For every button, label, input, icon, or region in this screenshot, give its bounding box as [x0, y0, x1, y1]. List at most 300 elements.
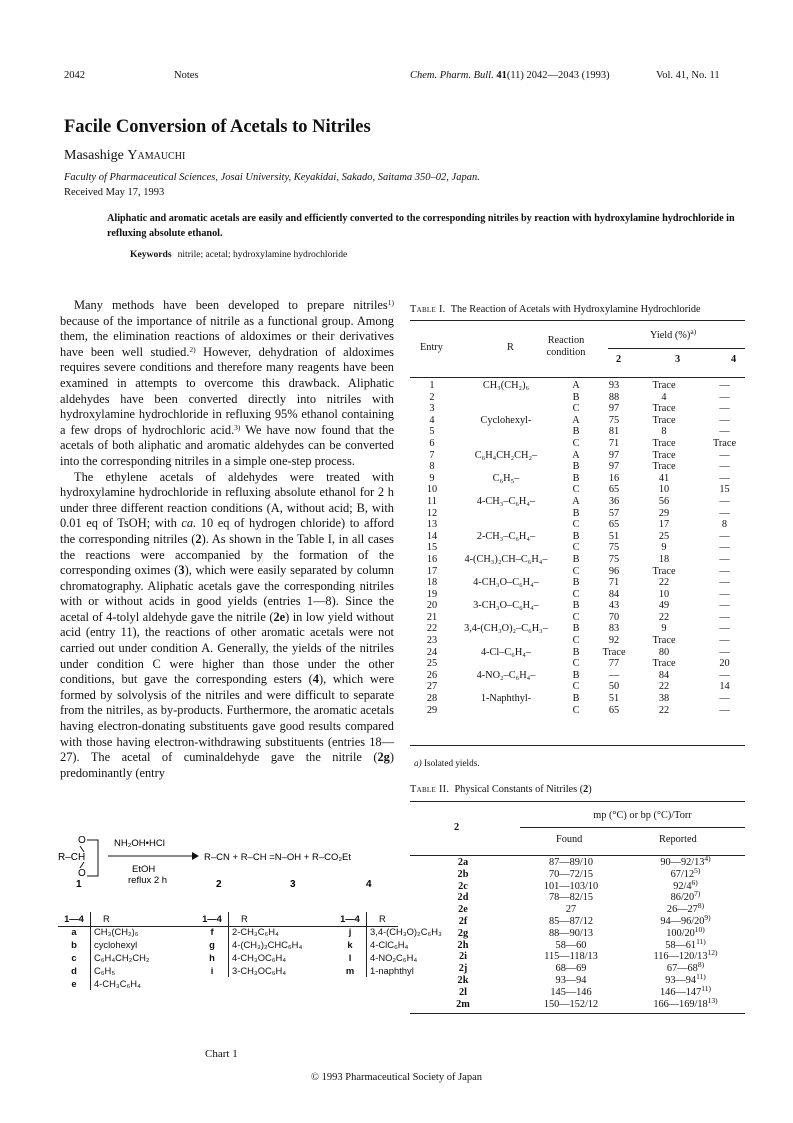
table1-cell: 7 [429, 449, 435, 461]
table2-ref: 11) [696, 936, 706, 946]
table1-cell: 4 [429, 414, 435, 426]
table1-col-condition: Reaction condition [546, 335, 586, 358]
substituent-key: b [71, 939, 77, 950]
substituent-value: 4-ClC₆H₄ [367, 938, 473, 951]
table1-cell [454, 566, 558, 578]
table1-cell: Trace [602, 646, 626, 658]
table1-cell: A [572, 414, 580, 426]
reaction-scheme [58, 832, 398, 902]
table1-cell: 96 [608, 565, 620, 577]
received-date: Received May 17, 1993 [64, 187, 165, 198]
compound-4: 4 [366, 879, 372, 890]
table1-cell: B [572, 530, 580, 542]
table1-cell: C₆H₄CH₂CH₂– [474, 449, 538, 461]
table1-cell: C [572, 542, 580, 554]
table1-footnote: a) Isolated yields. [414, 758, 480, 768]
table2-found: 78—82/15 [548, 892, 594, 904]
table1-row [410, 380, 745, 392]
table1-cell: 22 [658, 611, 670, 623]
acetal-r: R–CH [58, 852, 86, 863]
substituent-key: m [345, 965, 355, 976]
substituent-value: 2-CH₃C₆H₄ [229, 925, 335, 938]
table1-cell: Trace [652, 449, 676, 461]
table1-cell: 9 [429, 472, 435, 484]
table2-mp-rule [520, 827, 745, 828]
table1-cell: 16 [608, 472, 620, 484]
table1-cell: 5 [429, 426, 435, 438]
table1-cell: B [572, 553, 580, 565]
table1-cell [454, 635, 558, 647]
table1-cell: 10 [426, 484, 438, 496]
acetal-ring-bond [87, 840, 98, 876]
table1-cell: 65 [608, 484, 620, 496]
table1-cell: B [572, 577, 580, 589]
table1-cell: 4-(CH₃)₂CH–C₆H₄– [464, 553, 548, 565]
table1-cell: — [719, 565, 730, 577]
substituent-row [58, 977, 472, 990]
table2-col-mp: mp (°C) or bp (°C)/Torr [593, 810, 692, 821]
table1-row [410, 623, 745, 635]
table1-row [410, 484, 745, 496]
table1-cell: — [719, 623, 730, 635]
table1-cell: 51 [608, 530, 620, 542]
table1-cell: — [719, 704, 730, 716]
table1-cell: — [608, 669, 620, 681]
substituent-row [58, 938, 472, 951]
table1-cell [454, 612, 558, 624]
table1-cell: B [572, 507, 580, 519]
table1-row [410, 426, 745, 438]
table1-cell: 3-CH₃O–C₆H₄– [473, 600, 539, 612]
abstract: Aliphatic and aromatic acetals are easily and efficiently converted to the corresponding nitriles by reaction with hydroxylamine hydrochloride in refluxing absolute ethanol. [107, 213, 735, 239]
table2-found: 70—72/15 [548, 868, 594, 880]
table1-cell: 4 [661, 391, 667, 403]
table2-compound: 2l [458, 986, 467, 998]
table1-cell: — [719, 495, 730, 507]
table1-cell: C [572, 658, 580, 670]
substituent-key: f [210, 926, 214, 937]
table1-cell: 4-NO₂–C₆H₄– [476, 669, 536, 681]
table1-cell: 88 [608, 391, 620, 403]
table2-ref: 11) [696, 971, 706, 981]
keywords-label: Keywords [130, 249, 172, 260]
table1-cell: — [719, 391, 730, 403]
table2-label: Table II. [410, 784, 450, 795]
table2-reported: 166—169/18$^{13)}$ [653, 995, 718, 1010]
table1-row [410, 508, 745, 520]
table2-ref: 10) [694, 924, 705, 934]
table1-cell: B [572, 600, 580, 612]
table1-row [410, 496, 745, 508]
substituent-key: g [209, 939, 215, 950]
table2-ref: 11) [701, 983, 711, 993]
table1-cell: — [719, 507, 730, 519]
table1-cell: 8 [661, 426, 667, 438]
table2-reported: 26—27$^{8)}$ [666, 901, 705, 916]
table1-cell: — [719, 449, 730, 461]
substituent-row [58, 951, 472, 964]
table1-cell: 25 [426, 658, 438, 670]
table1-cell: — [719, 403, 730, 415]
table1-cell: Trace [652, 403, 676, 415]
table1-cell: 29 [658, 507, 670, 519]
table1-cell: 3 [429, 403, 435, 415]
table1-cell: C [572, 681, 580, 693]
table1-cell [454, 403, 558, 415]
table1-cell: 24 [426, 646, 438, 658]
table1-yield-rule [608, 348, 745, 349]
table1-cell: — [719, 588, 730, 600]
table1-cell: 19 [426, 588, 438, 600]
table2-reported: 94—96/20$^{9)}$ [660, 912, 711, 927]
table1-cell: B [572, 426, 580, 438]
table1-cell: 50 [608, 681, 620, 693]
substituent-value: 1-naphthyl [367, 964, 473, 977]
table1-cell: 92 [608, 635, 620, 647]
table2-ref: 6) [691, 877, 698, 887]
table1-cell: — [719, 646, 730, 658]
table2-reported: 86/20$^{7)}$ [670, 889, 701, 904]
table1-cell [454, 542, 558, 554]
table1-cell [454, 461, 558, 473]
table2-reported: 67/12$^{5)}$ [670, 865, 701, 880]
table2-compound: 2j [458, 963, 468, 975]
table1-cell: 75 [608, 553, 620, 565]
table1-cell: — [719, 542, 730, 554]
keywords-list: nitrile; acetal; hydroxylamine hydrochloride [177, 249, 348, 260]
table1-col-yield: Yield (%)$^{a)}$ [650, 327, 697, 341]
table1-cell: 36 [608, 495, 620, 507]
table1-cell: 16 [426, 553, 438, 565]
compound-1: 1 [76, 879, 82, 890]
products-label: R–CN + R–CH =N–OH + R–CO₂Et [204, 852, 352, 863]
paragraph-2: The ethylene acetals of aldehydes were treated with hydroxylamine hydrochloride in refluxing absolute ethanol for 2 h under three different reaction conditions (A, without acid; B, with 0.01 eq of TsOH; with ca. 10 eq of hydrogen chloride) to afford the corresponding nitriles (2). As shown in the Table I, in all cases the reactions were accompanied by the formation of the corresponding oximes (3), which were easily separated by column chromatography. Aliphatic acetals gave the corresponding nitriles with or without acids in good yields (entries 1—8). Since the acetal of 4-tolyl aldehyde gave the nitrile (2e) in low yield without acid (entry 11), the reactions of other aromatic acetals were not carried out under condition A. Generally, the yields of the nitriles under condition C were higher than those under the other conditions, but gave the corresponding esters (4), which were formed by solvolysis of the nitriles and were difficult to separate from the nitriles, as by-products. Furthermore, the aromatic acetals having electron-donating substituents gave good results compared with those having electron-withdrawing substituents (entries 18—27). The acetal of cuminaldehyde gave the nitrile (2g) predominantly (entry [60, 469, 395, 780]
table1-cell: Trace [652, 414, 676, 426]
table2-ref: 8) [697, 960, 705, 970]
table1-cell: 65 [608, 519, 620, 531]
table2-compound: 2e [458, 904, 468, 916]
table2-compound: 2i [458, 951, 467, 963]
table1-cell: 80 [658, 646, 670, 658]
author-last: Yamauchi [127, 148, 186, 163]
table1-row [410, 577, 745, 589]
table1-cell: — [719, 426, 730, 438]
substituent-value: 4-CH₃C₆H₄ [91, 977, 197, 990]
table2-col-found: Found [556, 834, 583, 845]
substituent-value: 4-(CH₃)₂CHC₆H₄ [229, 938, 335, 951]
table2-compound: 2f [458, 915, 468, 927]
table1 [410, 380, 745, 716]
table2-ref: 4) [704, 854, 711, 863]
table2-compound: 2d [457, 892, 469, 904]
compound-3: 3 [290, 879, 296, 890]
substituent-value: 4-NO₂C₆H₄ [367, 951, 473, 964]
table2-row [410, 892, 745, 904]
table2-found: 27 [565, 904, 577, 916]
table1-cell: 28 [426, 693, 438, 705]
table1-cell: 75 [608, 414, 620, 426]
table1-cell: B [572, 472, 580, 484]
table1-row [410, 658, 745, 670]
table2-reported: 92/4$^{6)}$ [673, 877, 698, 892]
table2-compound: 2g [457, 927, 469, 939]
table1-row [410, 705, 745, 717]
table1-cell: 77 [608, 658, 620, 670]
table1-row [410, 635, 745, 647]
table1-cell: 10 [658, 484, 670, 496]
journal-name: Chem. Pharm. Bull. [410, 70, 494, 81]
table1-cell: 84 [608, 588, 620, 600]
table2-found: 145—146 [550, 986, 592, 998]
table1-cell: — [719, 380, 730, 391]
table1-cell: B [572, 646, 580, 658]
table1-cell: 71 [608, 577, 620, 589]
condition-label: reflux 2 h [128, 875, 168, 886]
journal-issue: (11) 2042—2043 (1993) [506, 70, 610, 81]
table1-cell: 22 [658, 577, 670, 589]
table1-cell: Trace [652, 635, 676, 647]
table1-cell: — [719, 693, 730, 705]
table2-found: 150—152/12 [543, 998, 599, 1010]
substituent-value: cyclohexyl [91, 938, 197, 951]
table1-cell: — [719, 669, 730, 681]
table1-bottom-rule [410, 745, 745, 746]
volume-info: Vol. 41, No. 11 [656, 70, 720, 81]
table1-cell: Trace [652, 658, 676, 670]
table1-cell: 1-Naphthyl- [480, 693, 532, 705]
table1-cell: 11 [427, 495, 437, 507]
table1-cell [454, 681, 558, 693]
table1-row [410, 693, 745, 705]
table1-cell: 6 [429, 437, 435, 449]
table1-caption [410, 304, 701, 315]
table1-cell: 26 [426, 669, 438, 681]
table1-cell [454, 392, 558, 404]
substituent-key: k [347, 939, 353, 950]
table1-cell: 41 [658, 472, 670, 484]
table2-found: 101—103/10 [543, 880, 599, 892]
table2-reported: 100/20$^{10)}$ [666, 924, 705, 939]
table1-cell: 75 [608, 542, 620, 554]
section-label: Notes [174, 70, 199, 81]
table1-cell: 97 [608, 449, 620, 461]
table1-cell: 15 [426, 542, 438, 554]
substituent-key: j [348, 926, 352, 937]
table1-cell: 65 [608, 704, 620, 716]
author-first: Masashige [64, 148, 128, 163]
table1-cell: 57 [608, 507, 620, 519]
arrow-head-icon [192, 852, 199, 860]
page-number: 2042 [64, 70, 85, 81]
table1-row [410, 670, 745, 682]
table1-cell: C [572, 635, 580, 647]
table1-cell: 9 [661, 542, 667, 554]
table1-cell: C [572, 519, 580, 531]
table1-cell: 3,4-(CH₃O)₂–C₆H₃– [464, 623, 548, 635]
body-text [60, 298, 394, 781]
table2-ref: 8) [697, 901, 705, 911]
substituent-key: l [348, 952, 352, 963]
table1-cell: 17 [658, 519, 670, 531]
table2-found: 93—94 [555, 974, 587, 986]
table1-cell: 20 [719, 658, 730, 670]
table1-cell: B [572, 391, 580, 403]
affiliation: Faculty of Pharmaceutical Sciences, Josai University, Keyakidai, Sakado, Saitama 350–02, Japan. [64, 172, 480, 183]
table1-cell: — [719, 414, 730, 426]
table1-cell: 18 [426, 577, 438, 589]
table1-cell: — [719, 461, 730, 473]
reagent-label: NH₂OH•HCl [114, 838, 165, 849]
substituent-value: 3-CH₃OC₆H₄ [229, 964, 335, 977]
table1-row [410, 681, 745, 693]
substituent-table [58, 912, 472, 990]
solvent-label: EtOH [132, 864, 156, 875]
table1-cell [454, 705, 558, 717]
table1-row [410, 519, 745, 531]
author [64, 148, 185, 164]
table1-cell: 25 [658, 530, 670, 542]
table1-cell: C [572, 588, 580, 600]
table1-cell: 49 [658, 600, 670, 612]
table1-cell: 70 [608, 611, 620, 623]
substituent-table-head: 1—4 R 1—4 R 1—4 R [58, 912, 472, 925]
table1-cell: 14 [719, 681, 730, 693]
table1-cell: — [719, 577, 730, 589]
table2-reported: 116—120/13$^{12)}$ [653, 948, 718, 963]
table2-ref: 13) [707, 995, 718, 1005]
table1-row [410, 600, 745, 612]
substituent-key [334, 977, 367, 990]
table1-cell: C [572, 437, 580, 449]
table1-label: Table I. [410, 304, 446, 315]
table2-compound: 2b [457, 868, 469, 880]
table1-cell: Trace [652, 380, 676, 391]
table2-found: 88—90/13 [548, 927, 594, 939]
table2-reported: 146—147$^{11)}$ [660, 983, 711, 998]
table1-row [410, 554, 745, 566]
substituent-value: 4-CH₃OC₆H₄ [229, 951, 335, 964]
table1-row [410, 438, 745, 450]
table1-cell: B [572, 461, 580, 473]
table2-compound: 2c [458, 880, 468, 892]
table1-cell: C [572, 484, 580, 496]
table2-reported: 58—61$^{11)}$ [665, 936, 706, 951]
paragraph-1: Many methods have been developed to prepare nitriles$^{1)}$ because of the importance of nitrile as a functional group. Among them, the elimination reactions of aldoximes or their derivatives have been well studied.$^{2)}$ However, dehydration of aldoximes requires severe conditions and therefore many reagents have been examined in attempts to overcome this drawback. Aliphatic aldehydes have been converted directly into nitriles with hydroxylamine hydrochloride in refluxing 95% ethanol containing a few drops of hydrochloric acid.$^{3)}$ We have now found that the acetals of both aliphatic and aromatic aldehydes can be converted into the corresponding nitriles in a simple one-step process. [60, 298, 395, 468]
table1-cell [454, 484, 558, 496]
table2-bottom-rule [410, 1013, 745, 1014]
table1-header: Entry R Reaction condition Yield (%)$^{a)}$ 2 3 4 [410, 321, 745, 377]
substituent-value [229, 977, 335, 990]
table1-cell [454, 658, 558, 670]
table1-cell: Trace [652, 565, 676, 577]
table1-cell: C [572, 565, 580, 577]
table1-cell: Trace [712, 437, 737, 449]
table1-row [410, 461, 745, 473]
table2-found: 68—69 [555, 963, 587, 975]
table1-cell: Trace [652, 437, 676, 449]
table1-cell: 12 [426, 507, 438, 519]
acetal-o-top: O [78, 835, 86, 846]
table1-cell: — [719, 635, 730, 647]
table1-cell: C [572, 611, 580, 623]
table1-row [410, 612, 745, 624]
table2-ref: 7) [694, 889, 701, 899]
table1-cell [454, 508, 558, 520]
table2-reported: 67—68$^{8)}$ [666, 960, 705, 975]
table1-cell: 17 [426, 565, 438, 577]
table2-reported: 93—94$^{11)}$ [665, 971, 706, 986]
table1-cell: 10 [658, 588, 670, 600]
table1-row [410, 566, 745, 578]
table1-cell: C [572, 403, 580, 415]
table1-cell: 21 [426, 611, 438, 623]
table2-found: 85—87/12 [548, 915, 594, 927]
table1-row [410, 403, 745, 415]
table1-title: The Reaction of Acetals with Hydroxylamine Hydrochloride [450, 304, 701, 315]
table2-reported: 90—92/13$^{4)}$ [660, 854, 711, 868]
table1-cell: 14 [426, 530, 438, 542]
table2-ref: 9) [704, 912, 711, 922]
compound-2: 2 [216, 879, 222, 890]
table1-cell: A [572, 495, 580, 507]
table1-header-rule [410, 377, 745, 378]
table1-cell: 1 [429, 380, 435, 391]
table2-header [410, 802, 745, 855]
substituent-key: d [71, 965, 77, 976]
table1-cell: 38 [658, 693, 670, 705]
table1-cell: 13 [426, 519, 438, 531]
table1-cell: CH₃(CH₂)₆ [482, 380, 530, 391]
substituent-row [58, 964, 472, 977]
table2-found: 87—89/10 [548, 857, 594, 868]
journal-volume: 41 [496, 70, 507, 81]
table1-cell: 22 [658, 681, 670, 693]
substituent-key: c [71, 952, 77, 963]
table1-cell: 84 [658, 669, 670, 681]
table1-cell: 43 [608, 600, 620, 612]
table2-col-compound: 2 [454, 822, 460, 833]
substituent-table-rule [58, 926, 398, 927]
table1-cell: 97 [608, 461, 620, 473]
table1-cell: 97 [608, 403, 620, 415]
table1-cell [454, 519, 558, 531]
substituent-key: i [210, 965, 214, 976]
table1-cell: — [719, 600, 730, 612]
table2-compound: 2h [457, 939, 469, 951]
table1-cell: — [719, 611, 730, 623]
copyright: © 1993 Pharmaceutical Society of Japan [311, 1072, 482, 1083]
table2-found: 58—60 [555, 939, 587, 951]
table1-cell: 4-CH₃–C₆H₄– [476, 495, 536, 507]
journal-citation [410, 70, 610, 81]
table1-row [410, 450, 745, 462]
table1-cell: 56 [658, 495, 670, 507]
article-title: Facile Conversion of Acetals to Nitriles [64, 117, 371, 137]
table1-cell: Trace [652, 461, 676, 473]
keywords [130, 249, 347, 260]
table1-cell: C₆H₅– [492, 472, 520, 484]
table1-cell: B [572, 693, 580, 705]
table1-cell: 18 [658, 553, 670, 565]
table1-cell: 81 [608, 426, 620, 438]
table1-cell: 22 [426, 623, 438, 635]
table2-found: 115—118/13 [544, 951, 598, 963]
table1-cell [454, 589, 558, 601]
table1-cell: 93 [608, 380, 620, 391]
substituent-key: a [71, 926, 77, 937]
table1-row [410, 531, 745, 543]
table1-cell: C [572, 704, 580, 716]
